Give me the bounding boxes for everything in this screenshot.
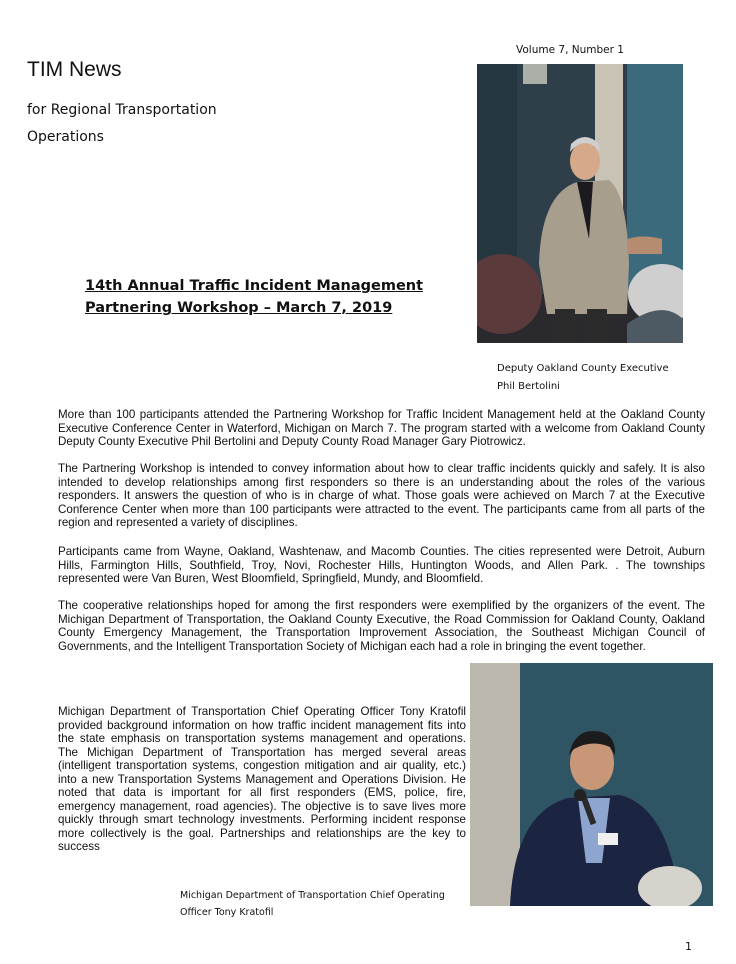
- photo-phil-bertolini: [477, 64, 683, 343]
- headline-line-1: 14th Annual Traffic Incident Management: [85, 278, 424, 294]
- caption-1-line-2: Phil Bertolini: [497, 381, 560, 392]
- paragraph-5: Michigan Department of Transportation Chief Operating Officer Tony Kratofil provided background information on how traffic incident management fits into the state emphasis on transportation systems management and operations. The Michigan Department of Transportation has merged several areas (intelligent transportation systems, congestion mitigation and air quality, etc.) into a new Transportation Systems Management and Operations Division. He noted that data is important for all first responders (EMS, police, fire, emergency management, road agencies). The objective is to save lives more quickly through smart technology investments. Performing incident response more collectively is the goal. Partnerships and relationships are the key to success: [58, 705, 466, 853]
- newsletter-subtitle: for Regional Transportation Operations: [27, 102, 217, 145]
- newsletter-title: TIM News: [27, 58, 122, 81]
- caption-2-line-1: Michigan Department of Transportation Chief Operating: [180, 890, 445, 901]
- paragraph-2: The Partnering Workshop is intended to convey information about how to clear traffic incidents quickly and safely. It is also intended to develop relationships among first responders so there is an understanding about the roles of the various responders. It answers the question of who is in charge of what. Those goals were achieved on March 7 at the Executive Conference Center when more than 100 participants were attracted to the event. The participants came from all parts of the region and represented a variety of disciplines.: [58, 462, 705, 529]
- caption-1-line-1: Deputy Oakland County Executive: [497, 363, 669, 374]
- caption-2-line-2: Officer Tony Kratofil: [180, 907, 274, 918]
- photo-tony-kratofil: [470, 663, 713, 906]
- headline-line-2: Partnering Workshop – March 7, 2019: [85, 300, 393, 316]
- photo-caption-2: [180, 887, 445, 921]
- volume-number: Volume 7, Number 1: [516, 44, 624, 56]
- paragraph-4: The cooperative relationships hoped for among the first responders were exemplified by the organizers of the event. The Michigan Department of Transportation, the Oakland County Executive, the Road Commission for Oakland County, Oakland County Emergency Management, the Transportation Improvement Association, the Southeast Michigan Council of Governments, and the Intelligent Transportation Society of Michigan each had a role in bringing the event together.: [58, 599, 705, 653]
- page-number: 1: [685, 940, 692, 953]
- photo-caption-1: [497, 360, 669, 396]
- paragraph-3: Participants came from Wayne, Oakland, Washtenaw, and Macomb Counties. The cities represented were Detroit, Auburn Hills, Farmington Hills, Southfield, Troy, Novi, Rochester Hills, Huntington Woods, and Allen Park. . The townships represented were Van Buren, West Bloomfield, Springfield, Mundy, and Bloomfield.: [58, 545, 705, 585]
- article-headline: [85, 275, 423, 319]
- paragraph-1: More than 100 participants attended the Partnering Workshop for Traffic Incident Management held at the Oakland County Executive Conference Center in Waterford, Michigan on March 7. The program started with a welcome from Oakland County Deputy County Executive Phil Bertolini and Deputy County Road Manager Gary Piotrowicz.: [58, 408, 705, 448]
